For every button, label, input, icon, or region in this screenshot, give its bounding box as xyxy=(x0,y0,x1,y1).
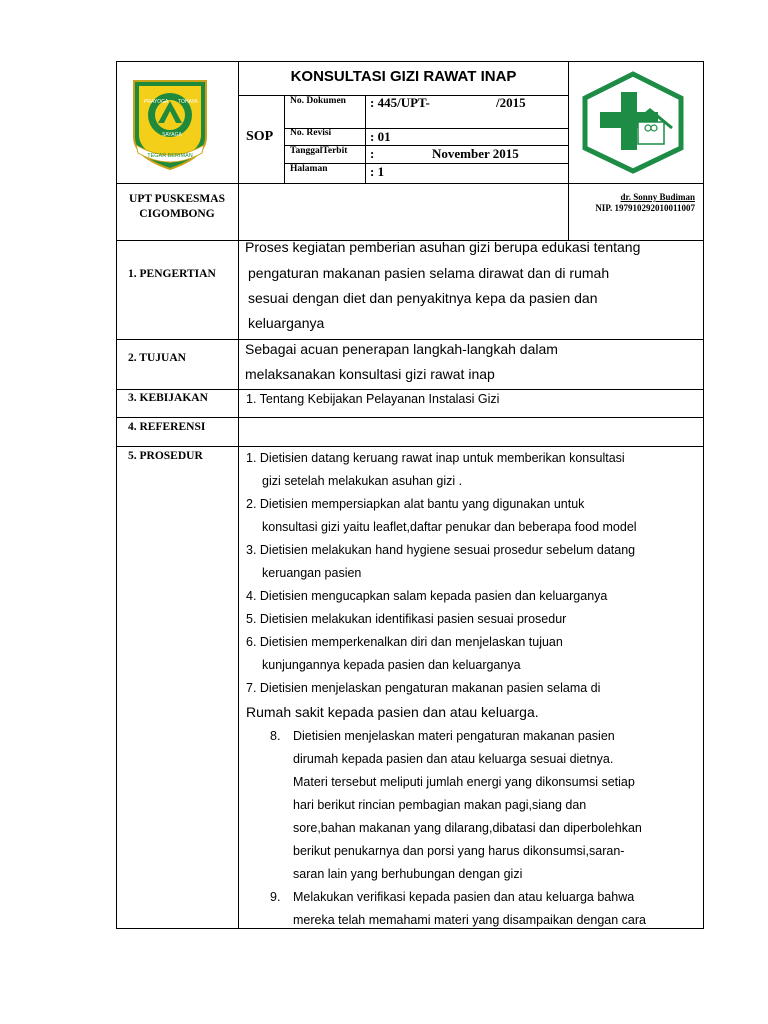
pengertian-line: keluarganya xyxy=(248,315,325,331)
prosedur-line: 3. Dietisien melakukan hand hygiene sesuai prosedur sebelum datang xyxy=(246,543,636,557)
field-value-no-dokumen-year: /2015 xyxy=(496,95,526,110)
section-label-kebijakan: 3. KEBIJAKAN xyxy=(128,392,208,404)
field-value-no-dokumen: : 445/UPT- xyxy=(370,95,430,110)
signer-block xyxy=(568,192,703,214)
prosedur-line: 5. Dietisien melakukan identifikasi pasien sesuai prosedur xyxy=(246,612,567,626)
prosedur-line: mereka telah memahami materi yang disampaikan dengan cara xyxy=(293,913,646,927)
prosedur-line: 1. Dietisien datang keruang rawat inap untuk memberikan konsultasi xyxy=(246,451,625,465)
kabupaten-bogor-emblem xyxy=(130,79,210,171)
prosedur-line: Dietisien menjelaskan materi pengaturan makanan pasien xyxy=(293,729,615,743)
puskesmas-logo xyxy=(578,70,688,174)
field-label-no-revisi: No. Revisi xyxy=(290,128,332,138)
signer-nip: NIP. 197910292010011007 xyxy=(595,203,695,213)
prosedur-line: 2. Dietisien mempersiapkan alat bantu yang digunakan untuk xyxy=(246,497,585,511)
org-name-line2: CIGOMBONG xyxy=(139,208,215,220)
prosedur-item-number: 9. xyxy=(270,890,281,904)
prosedur-line: keruangan pasien xyxy=(262,566,362,580)
sop-label: SOP xyxy=(246,129,274,144)
field-value-no-revisi: : 01 xyxy=(370,129,391,144)
pengertian-line: sesuai dengan diet dan penyakitnya kepa da pasien dan xyxy=(248,290,598,306)
section-label-prosedur: 5. PROSEDUR xyxy=(128,450,203,462)
prosedur-line: berikut penukarnya dan porsi yang harus dikonsumsi,saran- xyxy=(293,844,625,858)
tujuan-line: Sebagai acuan penerapan langkah-langkah dalam xyxy=(245,341,558,357)
section-label-pengertian: 1. PENGERTIAN xyxy=(128,268,216,280)
prosedur-item-number: 8. xyxy=(270,729,281,743)
prosedur-line: gizi setelah melakukan asuhan gizi . xyxy=(262,474,463,488)
document-title: KONSULTASI GIZI RAWAT INAP xyxy=(290,68,517,85)
prosedur-line: sore,bahan makanan yang dilarang,dibatasi dan diperbolehkan xyxy=(293,821,642,835)
svg-text:TOHAYA: TOHAYA xyxy=(178,99,198,105)
field-value-tanggal-terbit-colon: : xyxy=(370,146,375,161)
pengertian-line: Proses kegiatan pemberian asuhan gizi berupa edukasi tentang xyxy=(245,239,641,255)
field-label-no-dokumen: No. Dokumen xyxy=(290,96,346,106)
prosedur-line: 4. Dietisien mengucapkan salam kepada pasien dan keluarganya xyxy=(246,589,608,603)
field-value-tanggal-terbit: November 2015 xyxy=(432,146,519,161)
tujuan-line: melaksanakan konsultasi gizi rawat inap xyxy=(245,366,495,382)
svg-text:SAYAGA: SAYAGA xyxy=(162,132,182,138)
svg-text:TEGAR BERIMAN: TEGAR BERIMAN xyxy=(147,153,193,159)
prosedur-line: saran lain yang berhubungan dengan gizi xyxy=(293,867,523,881)
pengertian-line: pengaturan makanan pasien selama dirawat dan di rumah xyxy=(248,265,610,281)
signer-name: dr. Sonny Budiman xyxy=(620,192,695,202)
svg-text:PRAYOGA: PRAYOGA xyxy=(144,99,169,105)
prosedur-line: Melakukan verifikasi kepada pasien dan atau keluarga bahwa xyxy=(293,890,635,904)
prosedur-line: konsultasi gizi yaitu leaflet,daftar penukar dan beberapa food model xyxy=(262,520,637,534)
prosedur-line: 7. Dietisien menjelaskan pengaturan makanan pasien selama di xyxy=(246,681,601,695)
prosedur-line: Materi tersebut meliputi jumlah energi yang dikonsumsi setiap xyxy=(293,775,635,789)
field-label-halaman: Halaman xyxy=(290,164,328,174)
section-label-tujuan: 2. TUJUAN xyxy=(128,352,186,364)
org-name-line1: UPT PUSKESMAS xyxy=(129,193,225,205)
prosedur-line: dirumah kepada pasien dan atau keluarga sesuai dietnya. xyxy=(293,752,614,766)
prosedur-line: hari berikut rincian pembagian makan pagi,siang dan xyxy=(293,798,587,812)
prosedur-line: 6. Dietisien memperkenalkan diri dan menjelaskan tujuan xyxy=(246,635,563,649)
org-name xyxy=(116,192,238,222)
prosedur-line: kunjungannya kepada pasien dan keluarganya xyxy=(262,658,521,672)
kebijakan-line: 1. Tentang Kebijakan Pelayanan Instalasi Gizi xyxy=(246,392,500,406)
field-value-halaman: : 1 xyxy=(370,164,385,179)
prosedur-line: Rumah sakit kepada pasien dan atau keluarga. xyxy=(246,704,539,720)
field-label-tanggal-terbit: TanggalTerbit xyxy=(290,146,348,156)
section-label-referensi: 4. REFERENSI xyxy=(128,421,206,433)
